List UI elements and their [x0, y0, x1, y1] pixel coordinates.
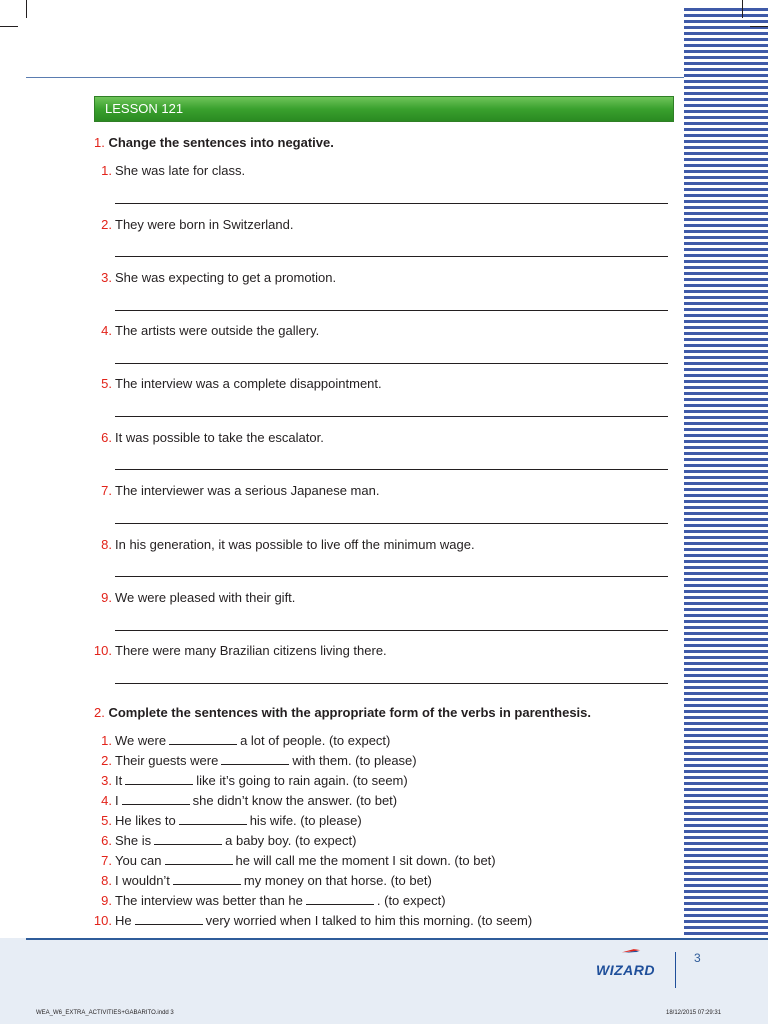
list-item [88, 217, 668, 232]
list-item [88, 853, 496, 868]
answer-line[interactable] [115, 310, 668, 311]
item-text-before: You can [115, 853, 162, 868]
item-text: In his generation, it was possible to live off the minimum wage. [115, 537, 475, 552]
item-text-after: a lot of people. (to expect) [240, 733, 391, 748]
exercise-instruction: Change the sentences into negative. [108, 135, 334, 150]
item-text: There were many Brazilian citizens living there. [115, 643, 387, 658]
crop-mark [0, 26, 18, 27]
list-item [88, 163, 668, 178]
item-number: 2. [101, 217, 112, 232]
list-item [88, 270, 668, 285]
fill-blank[interactable] [173, 874, 241, 885]
crop-mark [26, 0, 27, 18]
item-text: The interviewer was a serious Japanese man. [115, 483, 380, 498]
item-text: The interview was a complete disappointment. [115, 376, 382, 391]
answer-line[interactable] [115, 363, 668, 364]
item-number: 1. [101, 163, 112, 178]
list-item [88, 893, 446, 908]
item-text-after: he will call me the moment I sit down. (to bet) [235, 853, 496, 868]
list-item [88, 537, 668, 552]
item-number: 8. [101, 873, 112, 888]
item-text-after: like it’s going to rain again. (to seem) [196, 773, 408, 788]
item-text-after: . (to expect) [376, 893, 446, 908]
item-text-after: she didn’t know the answer. (to bet) [192, 793, 398, 808]
fill-blank[interactable] [135, 914, 203, 925]
lesson-banner: LESSON 121 [94, 96, 674, 122]
exercise-2-heading [94, 705, 591, 720]
exercise-number: 2. [94, 705, 105, 720]
item-text-before: We were [115, 733, 167, 748]
item-number: 7. [101, 483, 112, 498]
answer-line[interactable] [115, 469, 668, 470]
list-item [88, 643, 668, 658]
item-number: 2. [101, 753, 112, 768]
item-text-before: The interview was better than he [115, 893, 303, 908]
fill-blank[interactable] [306, 894, 374, 905]
item-number: 9. [101, 893, 112, 908]
fill-blank[interactable] [179, 814, 247, 825]
list-item [88, 323, 668, 338]
item-text-before: It [115, 773, 123, 788]
header-rule [26, 77, 684, 78]
fill-blank[interactable] [125, 774, 193, 785]
decorative-stripes [684, 8, 768, 946]
exercise-1-heading [94, 135, 334, 150]
crop-mark [742, 0, 743, 18]
print-slug-filename: WEA_W6_EXTRA_ACTIVITIES+GABARITO.indd 3 [36, 1010, 174, 1016]
fill-blank[interactable] [154, 834, 222, 845]
item-text-before: I wouldn’t [115, 873, 170, 888]
item-number: 7. [101, 853, 112, 868]
list-item [88, 483, 668, 498]
item-text-before: I [115, 793, 119, 808]
item-number: 6. [101, 430, 112, 445]
wizard-logo-text: WIZARD [596, 962, 655, 978]
item-text: She was expecting to get a promotion. [115, 270, 337, 285]
answer-line[interactable] [115, 576, 668, 577]
answer-line[interactable] [115, 523, 668, 524]
page-number: 3 [694, 951, 701, 965]
item-text-before: Their guests were [115, 753, 219, 768]
item-number: 1. [101, 733, 112, 748]
item-number: 10. [93, 913, 112, 928]
item-number: 10. [93, 643, 112, 658]
list-item [88, 430, 668, 445]
list-item [88, 873, 432, 888]
item-text-before: He likes to [115, 813, 176, 828]
list-item [88, 813, 362, 828]
item-text: She was late for class. [115, 163, 246, 178]
list-item [88, 376, 668, 391]
item-text-after: a baby boy. (to expect) [225, 833, 357, 848]
item-number: 9. [101, 590, 112, 605]
answer-line[interactable] [115, 256, 668, 257]
list-item [88, 590, 668, 605]
item-number: 8. [101, 537, 112, 552]
item-text-before: She is [115, 833, 152, 848]
item-text: It was possible to take the escalator. [115, 430, 324, 445]
answer-line[interactable] [115, 416, 668, 417]
item-text: The artists were outside the gallery. [115, 323, 320, 338]
fill-blank[interactable] [169, 734, 237, 745]
list-item [88, 833, 356, 848]
item-number: 3. [101, 270, 112, 285]
fill-blank[interactable] [221, 754, 289, 765]
fill-blank[interactable] [122, 794, 190, 805]
exercise-instruction: Complete the sentences with the appropriate form of the verbs in parenthesis. [108, 705, 592, 720]
answer-line[interactable] [115, 203, 668, 204]
answer-line[interactable] [115, 630, 668, 631]
list-item [88, 773, 408, 788]
footer-rule [26, 938, 768, 940]
item-text-after: very worried when I talked to him this morning. (to seem) [205, 913, 533, 928]
item-text: They were born in Switzerland. [115, 217, 294, 232]
item-number: 3. [101, 773, 112, 788]
item-number: 4. [101, 793, 112, 808]
item-text-after: with them. (to please) [292, 753, 417, 768]
item-number: 5. [101, 813, 112, 828]
wizard-logo-icon [596, 948, 666, 960]
list-item [88, 733, 390, 748]
crop-mark [750, 26, 768, 27]
print-slug-date: 18/12/2015 07:29:31 [666, 1010, 722, 1016]
item-text-after: my money on that horse. (to bet) [243, 873, 432, 888]
item-text-after: his wife. (to please) [249, 813, 362, 828]
fill-blank[interactable] [165, 854, 233, 865]
list-item [88, 793, 397, 808]
item-text-before: He [115, 913, 132, 928]
item-number: 4. [101, 323, 112, 338]
answer-line[interactable] [115, 683, 668, 684]
list-item [88, 913, 532, 928]
item-text: We were pleased with their gift. [115, 590, 296, 605]
exercise-number: 1. [94, 135, 105, 150]
item-number: 5. [101, 376, 112, 391]
footer-divider [675, 952, 676, 988]
item-number: 6. [101, 833, 112, 848]
list-item [88, 753, 417, 768]
